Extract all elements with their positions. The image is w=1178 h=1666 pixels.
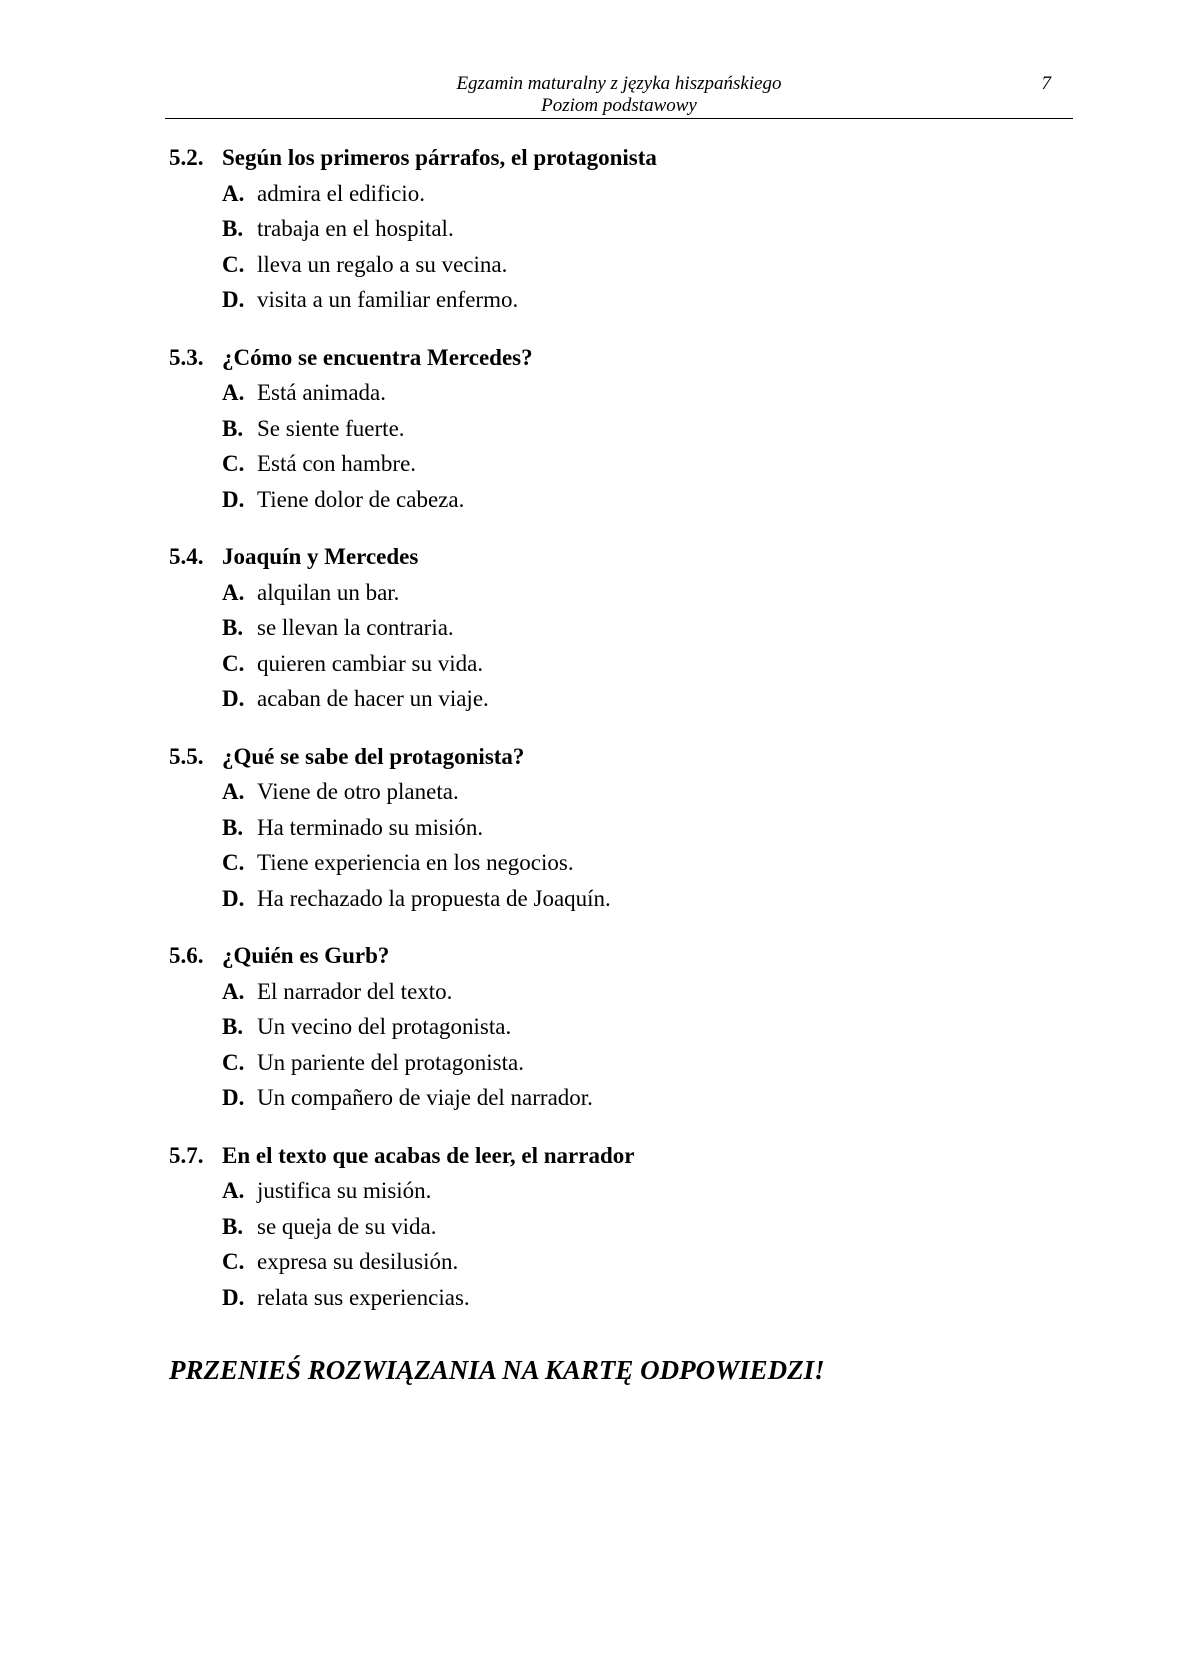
answer-option (222, 1280, 1049, 1316)
question-text: Según los primeros párrafos, el protagonista (222, 145, 657, 170)
option-letter: D. (222, 287, 245, 312)
question-stem (169, 140, 1049, 176)
answer-option (222, 1009, 1049, 1045)
option-letter: B. (222, 1213, 244, 1239)
option-letter: D. (222, 686, 245, 711)
option-letter: A. (222, 380, 245, 405)
option-letter: D. (222, 486, 245, 512)
answer-options (169, 575, 1049, 717)
option-letter: A. (222, 779, 245, 804)
option-text: quieren cambiar su vida. (257, 650, 484, 676)
answer-option (222, 1080, 1049, 1116)
page-header (165, 68, 1073, 119)
option-letter: D. (222, 1085, 245, 1110)
option-letter: B. (222, 814, 244, 840)
option-text: se llevan la contraria. (257, 615, 454, 640)
question-number: 5.6. (169, 943, 204, 968)
question-text: ¿Quién es Gurb? (222, 943, 390, 968)
option-text: Se siente fuerte. (257, 415, 405, 441)
option-letter: A. (222, 180, 245, 206)
answer-option (222, 774, 1049, 810)
transfer-answers-note: PRZENIEŚ ROZWIĄZANIA NA KARTĘ ODPOWIEDZI! (169, 1355, 825, 1385)
option-text: Tiene experiencia en los negocios. (257, 850, 574, 875)
option-text: Tiene dolor de cabeza. (257, 486, 465, 512)
question-number: 5.3. (169, 344, 204, 370)
question-number: 5.5. (169, 743, 204, 769)
option-text: trabaja en el hospital. (257, 216, 454, 241)
option-letter: C. (222, 1249, 245, 1274)
option-letter: C. (222, 850, 245, 875)
answer-options (169, 774, 1049, 916)
answer-option (222, 810, 1049, 846)
answer-option (222, 411, 1049, 447)
question-block (169, 938, 1049, 1116)
option-text: acaban de hacer un viaje. (257, 686, 489, 711)
option-letter: C. (222, 1049, 245, 1075)
question-stem (169, 340, 1049, 376)
option-text: relata sus experiencias. (257, 1284, 470, 1310)
option-letter: B. (222, 216, 244, 241)
option-letter: B. (222, 1014, 244, 1039)
question-block (169, 739, 1049, 917)
question-block (169, 340, 1049, 518)
answer-option (222, 1209, 1049, 1245)
option-text: admira el edificio. (257, 180, 425, 206)
option-letter: A. (222, 1178, 245, 1203)
answer-option (222, 176, 1049, 212)
answer-option (222, 211, 1049, 247)
option-text: alquilan un bar. (257, 579, 400, 605)
option-letter: B. (222, 415, 244, 441)
option-text: Está animada. (257, 380, 387, 405)
option-letter: D. (222, 1284, 245, 1310)
option-letter: C. (222, 251, 245, 277)
option-text: Un vecino del protagonista. (257, 1014, 512, 1039)
option-text: Está con hambre. (257, 451, 417, 476)
answer-options (169, 375, 1049, 517)
exam-title: Egzamin maturalny z języka hiszpańskiego (456, 73, 782, 94)
page-number: 7 (1041, 73, 1051, 94)
answer-option (222, 845, 1049, 881)
option-letter: C. (222, 451, 245, 476)
question-number: 5.4. (169, 544, 204, 569)
question-number: 5.7. (169, 1142, 204, 1168)
option-text: Un pariente del protagonista. (257, 1049, 524, 1075)
question-stem (169, 739, 1049, 775)
answer-option (222, 610, 1049, 646)
answer-options (169, 176, 1049, 318)
option-text: expresa su desilusión. (257, 1249, 459, 1274)
option-letter: D. (222, 885, 245, 911)
question-stem (169, 1138, 1049, 1174)
option-letter: C. (222, 650, 245, 676)
answer-options (169, 1173, 1049, 1315)
option-letter: A. (222, 978, 245, 1004)
option-text: se queja de su vida. (257, 1213, 437, 1239)
question-text: En el texto que acabas de leer, el narrador (222, 1142, 635, 1168)
option-text: Viene de otro planeta. (257, 779, 459, 804)
question-list (169, 140, 1049, 1337)
answer-option (222, 282, 1049, 318)
question-number: 5.2. (169, 145, 204, 170)
answer-option (222, 1045, 1049, 1081)
answer-option (222, 974, 1049, 1010)
question-text: Joaquín y Mercedes (222, 544, 419, 569)
option-letter: B. (222, 615, 244, 640)
option-text: Ha rechazado la propuesta de Joaquín. (257, 885, 611, 911)
question-stem (169, 539, 1049, 575)
option-letter: A. (222, 579, 245, 605)
answer-option (222, 1244, 1049, 1280)
answer-option (222, 375, 1049, 411)
answer-option (222, 482, 1049, 518)
question-block (169, 539, 1049, 717)
option-text: Un compañero de viaje del narrador. (257, 1085, 593, 1110)
option-text: visita a un familiar enfermo. (257, 287, 519, 312)
question-block (169, 1138, 1049, 1316)
question-text: ¿Qué se sabe del protagonista? (222, 743, 525, 769)
question-text: ¿Cómo se encuentra Mercedes? (222, 344, 533, 370)
exam-level: Poziom podstawowy (541, 95, 697, 116)
answer-option (222, 881, 1049, 917)
answer-option (222, 681, 1049, 717)
option-text: El narrador del texto. (257, 978, 453, 1004)
question-block (169, 140, 1049, 318)
option-text: lleva un regalo a su vecina. (257, 251, 508, 277)
answer-option (222, 1173, 1049, 1209)
option-text: justifica su misión. (257, 1178, 432, 1203)
answer-option (222, 575, 1049, 611)
answer-option (222, 247, 1049, 283)
question-stem (169, 938, 1049, 974)
answer-option (222, 646, 1049, 682)
answer-option (222, 446, 1049, 482)
answer-options (169, 974, 1049, 1116)
option-text: Ha terminado su misión. (257, 814, 484, 840)
